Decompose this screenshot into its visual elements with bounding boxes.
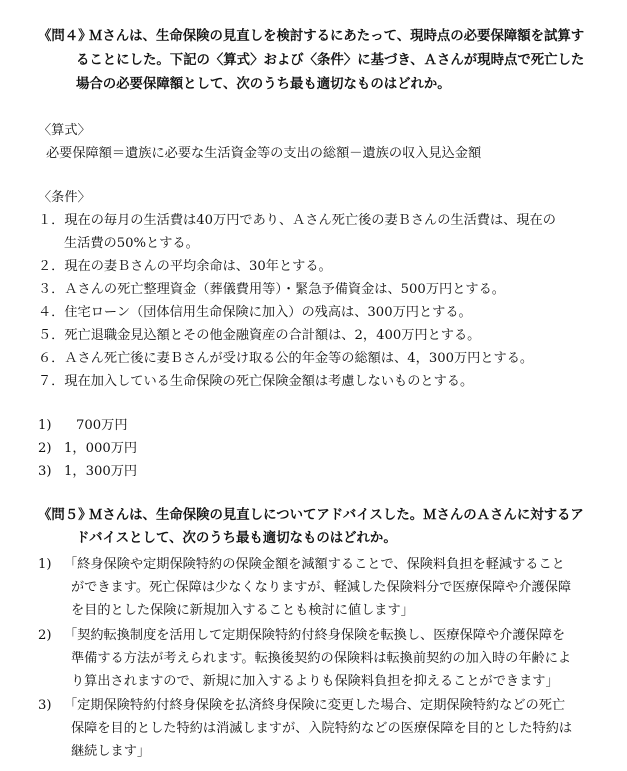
condition-continuation: 生活費の50%とする。 [64,236,199,251]
q5-option-1-line: を目的とした保険に新規加入することも検討に値します」 [71,603,414,618]
q5-option-3-line: 継続します」 [71,744,151,759]
condition-text: 死亡退職金見込額とその他金融資産の合計額は、2，400万円とする。 [64,328,481,343]
q5-option-3-number: 3) [38,698,52,713]
q5-option-1-line: ができます。死亡保障は少なくなりますが、軽減した保険料分で医療保障や介護保障 [71,580,572,595]
condition-number: １． [38,213,65,228]
condition-number: ２． [38,259,65,274]
q4-option-2-text: 1，000万円 [64,441,138,456]
q4-stem-line-2: ることにした。下記の〈算式〉および〈条件〉に基づき、Ａさんが現時点で死亡した [76,53,585,68]
q5-option-2-line: り算出されますので、新規に加入するよりも保険料負担を抑えることができます」 [71,674,559,689]
condition-text: 現在の毎月の生活費は40万円であり、Ａさん死亡後の妻Ｂさんの生活費は、現在の [64,213,556,228]
q4-option-3-number: 3) [38,464,52,479]
q5-option-1-line: 「終身保険や定期保険特約の保険金額を減額することで、保険料負担を軽減すること [64,557,565,572]
condition-text: 現在の妻Ｂさんの平均余命は、30年とする。 [64,259,332,274]
q4-option-1-number: 1) [38,418,52,433]
q5-option-1-number: 1) [38,557,52,572]
condition-number: ５． [38,328,65,343]
formula-heading: 〈算式〉 [38,123,91,138]
condition-item [38,282,505,298]
condition-text: Ａさんの死亡整理資金（葬儀費用等）・緊急予備資金は、500万円とする。 [64,282,505,297]
q4-number: 《問４》 [38,29,92,44]
q5-option-2-line: 準備する方法が考えられます。転換後契約の保険料は転換前契約の加入時の年齢によ [71,651,572,666]
q5-option-3-line: 「定期保険特約付終身保険を払済終身保険に変更した場合、定期保険特約などの死亡 [64,698,566,713]
q4-option-2-number: 2) [38,441,52,456]
condition-text: 住宅ローン（団体信用生命保険に加入）の残高は、300万円とする。 [64,305,472,320]
q5-option-3-line: 保障を目的とした特約は消滅しますが、入院特約などの医療保障を目的とした特約は [71,721,573,736]
q5-option-2-number: 2) [38,628,52,643]
condition-text: 現在加入している生命保険の死亡保険金額は考慮しないものとする。 [64,374,474,389]
q5-option-2-line: 「契約転換制度を活用して定期保険特約付終身保険を転換し、医療保障や介護保障を [64,628,566,643]
q5-stem-line-2: ドバイスとして、次のうち最も適切なものはどれか。 [76,531,397,546]
q4-stem-line-1: Ｍさんは、生命保険の見直しを検討するにあたって、現時点の必要保障額を試算す [89,29,585,44]
q4-option-1-text: 700万円 [76,418,128,433]
conditions-heading: 〈条件〉 [38,190,91,205]
condition-item [38,351,533,367]
q5-number: 《問５》 [38,508,92,523]
condition-text: Ａさん死亡後に妻Ｂさんが受け取る公的年金等の総額は、4，300万円とする。 [64,351,534,366]
condition-item [38,328,480,344]
q4-option-3-text: 1，300万円 [64,464,138,479]
formula-text: 必要保障額＝遺族に必要な生活資金等の支出の総額－遺族の収入見込金額 [46,146,482,161]
condition-number: ４． [38,305,65,320]
condition-number: ７． [38,374,65,389]
condition-item [38,259,332,275]
q4-stem-line-3: 場合の必要保障額として、次のうち最も適切なものはどれか。 [76,77,451,92]
condition-item [38,305,472,321]
condition-number: ６． [38,351,65,366]
condition-number: ３． [38,282,65,297]
condition-item [38,213,556,229]
condition-item [38,374,473,390]
q5-stem-line-1: Ｍさんは、生命保険の見直しについてアドバイスした。ＭさんのＡさんに対するア [89,508,584,523]
